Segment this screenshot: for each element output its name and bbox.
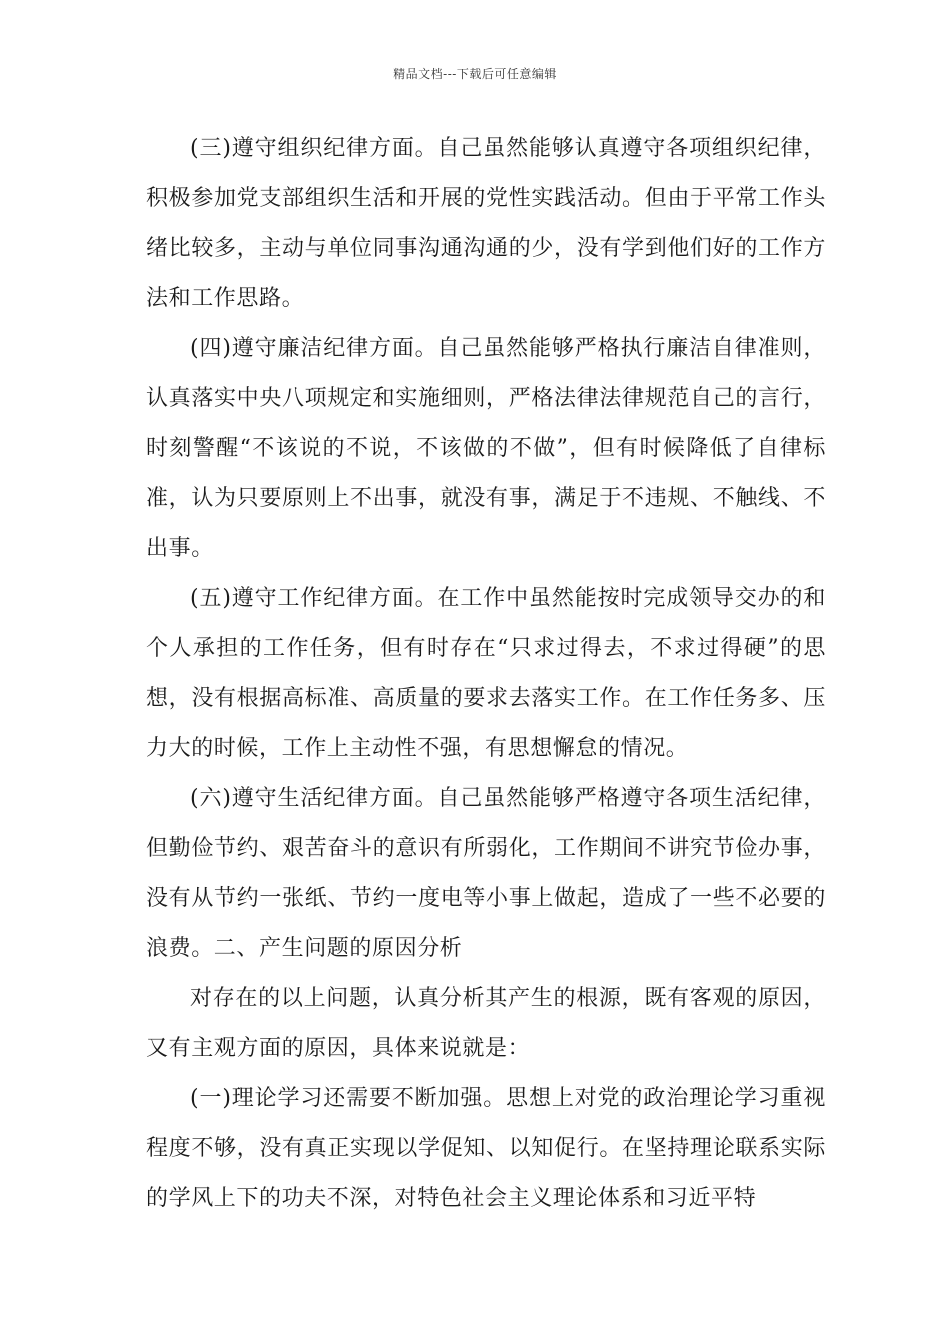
paragraph-organization-discipline: (三)遵守组织纪律方面。自己虽然能够认真遵守各项组织纪律，积极参加党支部组织生活和开展的党性实践活动。但由于平常工作头绪比较多，主动与单位同事沟通沟通的少，没有学到他们好的工作方法和工作思路。	[146, 136, 826, 311]
paragraph-theory-study: (一)理论学习还需要不断加强。思想上对党的政治理论学习重视程度不够，没有真正实现以学促知、以知促行。在坚持理论联系实际的学风上下的功夫不深，对特色社会主义理论体系和习近平特	[146, 1086, 826, 1211]
document-body	[146, 124, 826, 1224]
page-header: 精品文档---下载后可任意编辑	[393, 67, 557, 81]
paragraph-life-discipline: (六)遵守生活纪律方面。自己虽然能够严格遵守各项生活纪律，但勤俭节约、艰苦奋斗的意识有所弱化，工作期间不讲究节俭办事，没有从节约一张纸、节约一度电等小事上做起，造成了一些不必要的浪费。二、产生问题的原因分析	[146, 786, 826, 961]
paragraph-integrity-discipline: (四)遵守廉洁纪律方面。自己虽然能够严格执行廉洁自律准则，认真落实中央八项规定和实施细则，严格法律法律规范自己的言行，时刻警醒“不该说的不说，不该做的不做”，但有时候降低了自律标准，认为只要原则上不出事，就没有事，满足于不违规、不触线、不出事。	[146, 336, 826, 561]
paragraph-cause-intro: 对存在的以上问题，认真分析其产生的根源，既有客观的原因，又有主观方面的原因，具体来说就是：	[146, 986, 826, 1061]
paragraph-work-discipline: (五)遵守工作纪律方面。在工作中虽然能按时完成领导交办的和个人承担的工作任务，但有时存在“只求过得去，不求过得硬”的思想，没有根据高标准、高质量的要求去落实工作。在工作任务多、压力大的时候，工作上主动性不强，有思想懈怠的情况。	[146, 586, 826, 761]
